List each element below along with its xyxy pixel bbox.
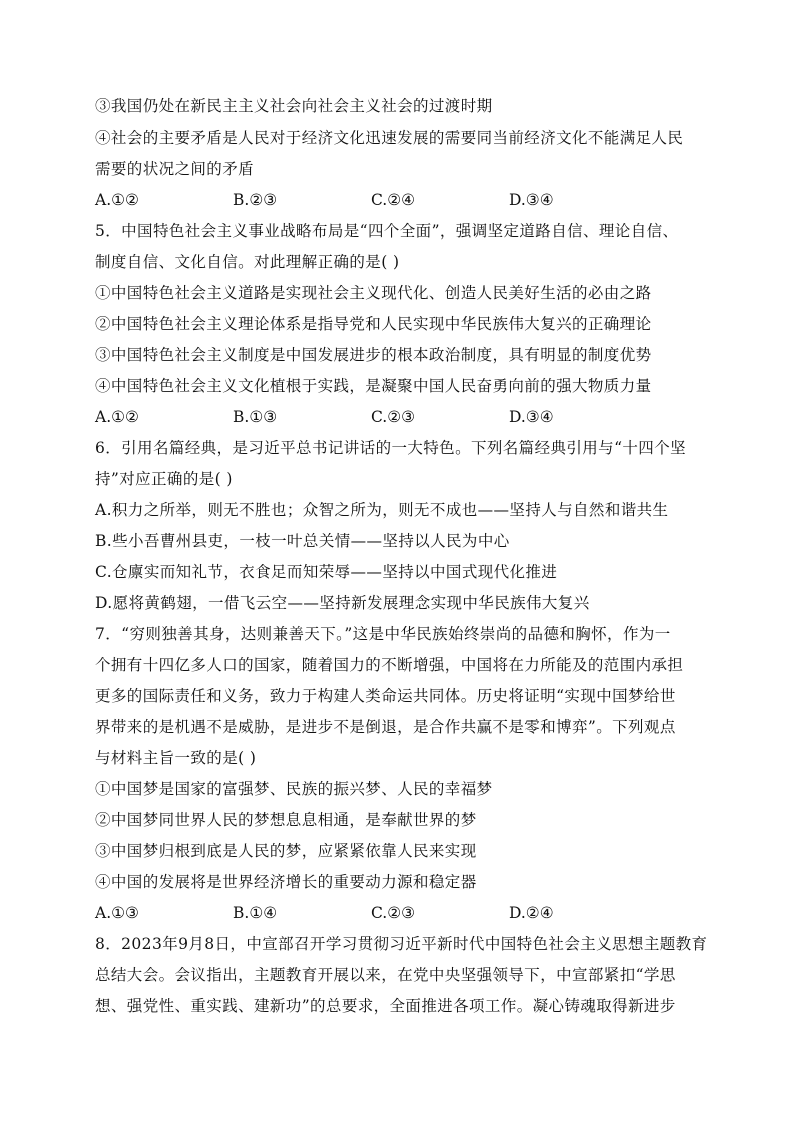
q7-option-d: D.②④ xyxy=(509,904,554,922)
q7-stem-line5: 与材料主旨一致的是( ) xyxy=(95,749,257,767)
q5-item-1: ①中国特色社会主义道路是实现社会主义现代化、创造人民美好生活的必由之路 xyxy=(95,284,652,302)
q7-item-1: ①中国梦是国家的富强梦、民族的振兴梦、人民的幸福梦 xyxy=(95,780,493,798)
q7-option-b: B.①④ xyxy=(233,904,278,922)
q7-stem-line3: 更多的国际责任和义务，致力于构建人类命运共同体。历史将证明“实现中国梦给世 xyxy=(95,687,676,705)
q7-stem-line4: 界带来的是机遇不是威胁，是进步不是倒退，是合作共赢不是零和博弈”。下列观点 xyxy=(95,718,676,736)
q8-stem-line1: 8．2023年9月8日，中宣部召开学习贯彻习近平新时代中国特色社会主义思想主题教育 xyxy=(95,935,708,953)
q8-stem-line3: 想、强党性、重实践、建新功”的总要求，全面推进各项工作。凝心铸魂取得新进步 xyxy=(95,997,676,1015)
q5-item-2: ②中国特色社会主义理论体系是指导党和人民实现中华民族伟大复兴的正确理论 xyxy=(95,315,652,333)
q5-item-3: ③中国特色社会主义制度是中国发展进步的根本政治制度，具有明显的制度优势 xyxy=(95,346,652,364)
q5-item-4: ④中国特色社会主义文化植根于实践，是凝聚中国人民奋勇向前的强大物质力量 xyxy=(95,377,652,395)
q4-item-4-line1: ④社会的主要矛盾是人民对于经济文化迅速发展的需要同当前经济文化不能满足人民 xyxy=(95,129,684,147)
q4-item-3: ③我国仍处在新民主主义社会向社会主义社会的过渡时期 xyxy=(95,97,493,115)
q5-option-d: D.③④ xyxy=(509,408,554,426)
q6-stem-line1: 6．引用名篇经典，是习近平总书记讲话的一大特色。下列名篇经典引用与“十四个坚 xyxy=(95,439,686,457)
q6-choice-d: D.愿将黄鹤翅，一借飞云空——坚持新发展理念实现中华民族伟大复兴 xyxy=(95,594,590,612)
q4-option-c: C.②④ xyxy=(371,191,416,209)
q6-choice-b: B.些小吾曹州县吏，一枝一叶总关情——坚持以人民为中心 xyxy=(95,532,510,550)
q7-item-3: ③中国梦归根到底是人民的梦，应紧紧依靠人民来实现 xyxy=(95,842,477,860)
q6-choice-a: A.积力之所举，则无不胜也；众智之所为，则无不成也——坚持人与自然和谐共生 xyxy=(95,501,669,519)
q5-stem-line1: 5．中国特色社会主义事业战略布局是“四个全面”，强调坚定道路自信、理论自信、 xyxy=(95,222,679,240)
q4-item-4-line2: 需要的状况之间的矛盾 xyxy=(95,160,255,178)
q7-option-c: C.②③ xyxy=(371,904,416,922)
q4-option-a: A.①② xyxy=(95,191,139,209)
q6-choice-c: C.仓廪实而知礼节，衣食足而知荣辱——坚持以中国式现代化推进 xyxy=(95,563,558,581)
q5-option-a: A.①② xyxy=(95,408,139,426)
q5-option-b: B.①③ xyxy=(233,408,278,426)
q5-stem-line2: 制度自信、文化自信。对此理解正确的是( ) xyxy=(95,253,400,271)
q7-option-a: A.①③ xyxy=(95,904,139,922)
q7-item-2: ②中国梦同世界人民的梦想息息相通，是奉献世界的梦 xyxy=(95,811,477,829)
q7-stem-line1: 7．“穷则独善其身，达则兼善天下。”这是中华民族始终崇尚的品德和胸怀，作为一 xyxy=(95,625,671,643)
q4-option-d: D.③④ xyxy=(509,191,554,209)
q4-option-b: B.②③ xyxy=(233,191,278,209)
q5-option-c: C.②③ xyxy=(371,408,416,426)
q6-stem-line2: 持”对应正确的是( ) xyxy=(95,470,233,488)
q8-stem-line2: 总结大会。会议指出，主题教育开展以来，在党中央坚强领导下，中宣部紧扣“学思 xyxy=(95,966,676,984)
q7-item-4: ④中国的发展将是世界经济增长的重要动力源和稳定器 xyxy=(95,873,477,891)
q7-stem-line2: 个拥有十四亿多人口的国家，随着国力的不断增强，中国将在力所能及的范围内承担 xyxy=(95,656,684,674)
